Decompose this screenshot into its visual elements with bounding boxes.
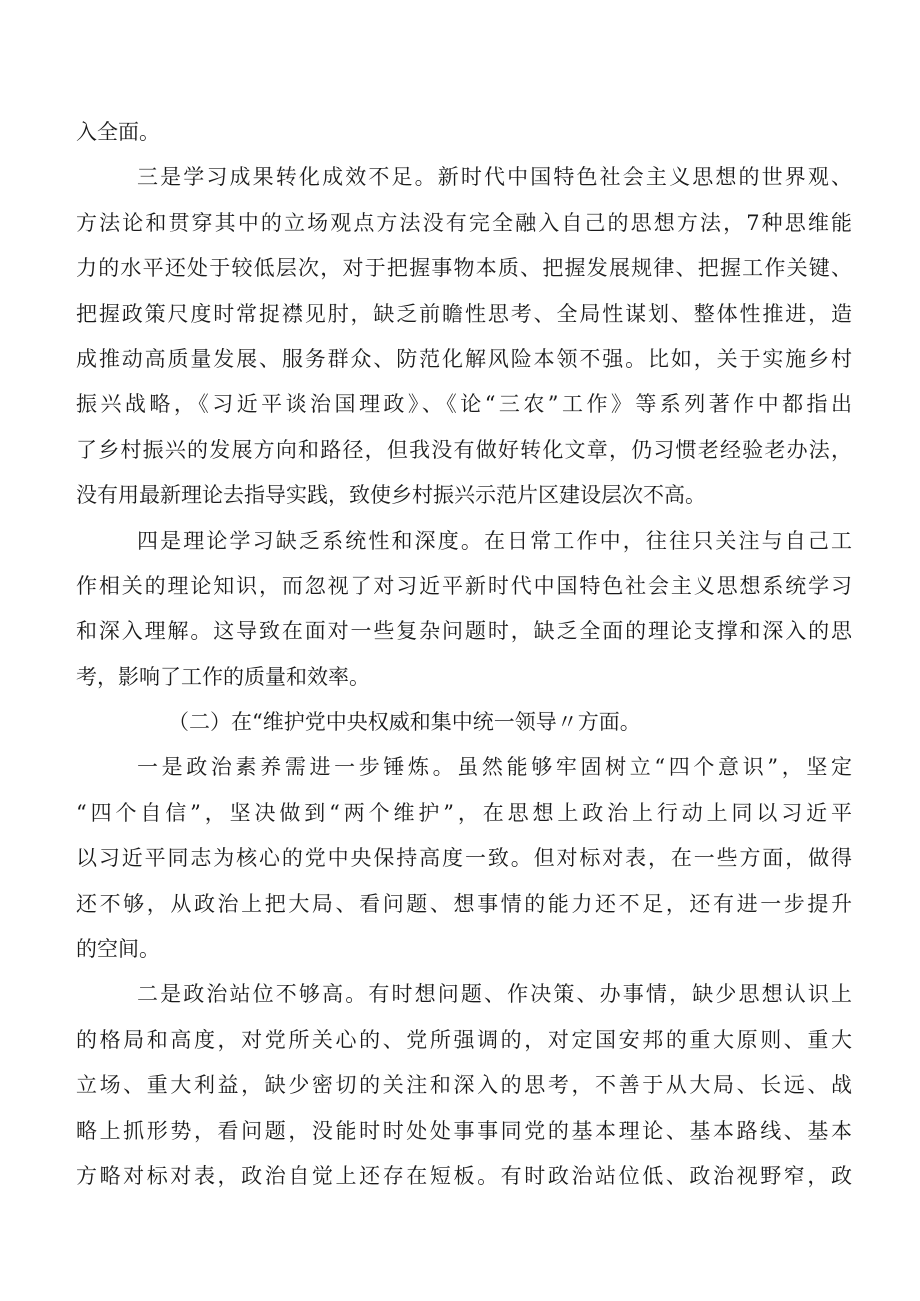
text-line: 方略对标对表，政治自觉上还存在短板。有时政治站位低、政治视野窄，政 [76, 1163, 852, 1188]
text-line: 成推动高质量发展、服务群众、防范化解风险本领不强。比如，关于实施乡村 [76, 346, 852, 371]
text-line: “四个自信”，坚决做到“两个维护”，在思想上政治上行动上同以习近平 [76, 800, 852, 825]
text-line: 一是政治素养需进一步锤炼。虽然能够牢固树立“四个意识”，坚定 [137, 755, 852, 780]
text-line: 略上抓形势，看问题，没能时时处处事事同党的基本理论、基本路线、基本 [76, 1118, 852, 1143]
text-line: 振兴战略，《习近平谈治国理政》、《论“三农”工作》等系列著作中都指出 [76, 392, 852, 417]
text-line: 方法论和贯穿其中的立场观点方法没有完全融入自己的思想方法，7种思维能 [76, 210, 852, 235]
text-line: 和深入理解。这导致在面对一些复杂问题时，缺乏全面的理论支撑和深入的思 [76, 619, 852, 644]
text-line: 二是政治站位不够高。有时想问题、作决策、办事情，缺少思想认识上 [137, 982, 852, 1007]
text-line: 作相关的理论知识，而忽视了对习近平新时代中国特色社会主义思想系统学习 [76, 573, 852, 598]
text-line: 没有用最新理论去指导实践，致使乡村振兴示范片区建设层次不高。 [76, 483, 706, 508]
text-line: 把握政策尺度时常捉襟见肘，缺乏前瞻性思考、全局性谋划、整体性推进，造 [76, 301, 852, 326]
text-line: 还不够，从政治上把大局、看问题、想事情的能力还不足，还有进一步提升 [76, 891, 852, 916]
text-line: 三是学习成果转化成效不足。新时代中国特色社会主义思想的世界观、 [137, 165, 852, 190]
text-line: 的格局和高度，对党所关心的、党所强调的，对定国安邦的重大原则、重大 [76, 1027, 852, 1052]
text-line: 的空间。 [76, 937, 160, 962]
text-line: 四是理论学习缺乏系统性和深度。在日常工作中，往往只关注与自己工 [137, 528, 852, 553]
section-heading: （二）在“维护党中央权威和集中统一领导〃方面。 [168, 710, 641, 735]
text-line: 入全面。 [76, 120, 160, 144]
text-line: 以习近平同志为核心的党中央保持高度一致。但对标对表，在一些方面，做得 [76, 846, 852, 871]
document-body [76, 110, 852, 1199]
text-line: 考，影响了工作的质量和效率。 [76, 664, 370, 689]
text-line: 了乡村振兴的发展方向和路径，但我没有做好转化文章，仍习惯老经验老办法， [76, 437, 852, 462]
text-line: 力的水平还处于较低层次，对于把握事物本质、把握发展规律、把握工作关键、 [76, 256, 852, 281]
text-line: 立场、重大利益，缺少密切的关注和深入的思考，不善于从大局、长远、战 [76, 1073, 852, 1098]
